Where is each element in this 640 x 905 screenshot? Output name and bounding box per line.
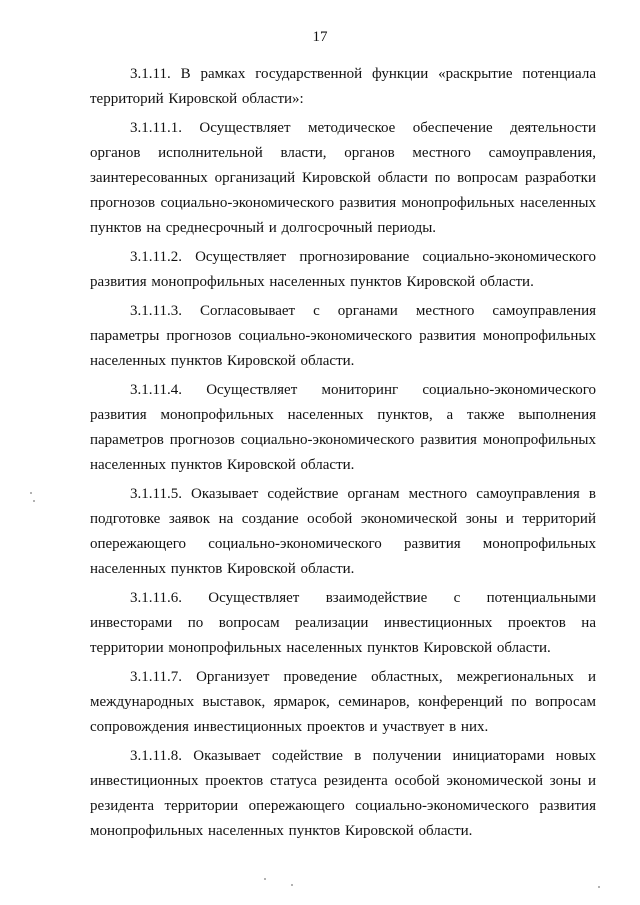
- paragraph-3-1-11-8: 3.1.11.8. Оказывает содействие в получении инициаторами новых инвестиционных проектов статуса резидента особой экономической зоны и резидента территории опережающего социально-экономического развития монопрофильных населенных пунктов Кировской области.: [90, 748, 596, 839]
- scan-speck: [30, 492, 32, 494]
- paragraph-3-1-11-4: 3.1.11.4. Осуществляет мониторинг социально-экономического развития монопрофильных населенных пунктов, а также выполнения параметров прогнозов социально-экономического развития монопрофильных населенных пунктов Кировской области.: [90, 382, 596, 473]
- document-body: [90, 62, 596, 848]
- scan-speck: [33, 500, 35, 502]
- scan-speck: [291, 884, 293, 886]
- paragraph-3-1-11-7: 3.1.11.7. Организует проведение областных, межрегиональных и международных выставок, ярмарок, семинаров, конференций по вопросам сопровождения инвестиционных проектов и участвует в них.: [90, 669, 596, 735]
- scan-speck: [598, 886, 600, 888]
- page-number: 17: [312, 29, 328, 45]
- paragraph-3-1-11-3: 3.1.11.3. Согласовывает с органами местного самоуправления параметры прогнозов социально-экономического развития монопрофильных населенных пунктов Кировской области.: [90, 303, 596, 369]
- paragraph-3-1-11: 3.1.11. В рамках государственной функции «раскрытие потенциала территорий Кировской области»:: [90, 66, 596, 107]
- paragraph-3-1-11-1: 3.1.11.1. Осуществляет методическое обеспечение деятельности органов исполнительной власти, органов местного самоуправления, заинтересованных организаций Кировской области по вопросам разработки прогнозов социально-экономического развития монопрофильных населенных пунктов на среднесрочный и долгосрочный периоды.: [90, 120, 596, 236]
- paragraph-3-1-11-6: 3.1.11.6. Осуществляет взаимодействие с потенциальными инвесторами по вопросам реализации инвестиционных проектов на территории монопрофильных населенных пунктов Кировской области.: [90, 590, 596, 656]
- scan-speck: [264, 878, 266, 880]
- paragraph-3-1-11-2: 3.1.11.2. Осуществляет прогнозирование социально-экономического развития монопрофильных населенных пунктов Кировской области.: [90, 249, 596, 290]
- paragraph-3-1-11-5: 3.1.11.5. Оказывает содействие органам местного самоуправления в подготовке заявок на создание особой экономической зоны и территорий опережающего социально-экономического развития монопрофильных населенных пунктов Кировской области.: [90, 486, 596, 577]
